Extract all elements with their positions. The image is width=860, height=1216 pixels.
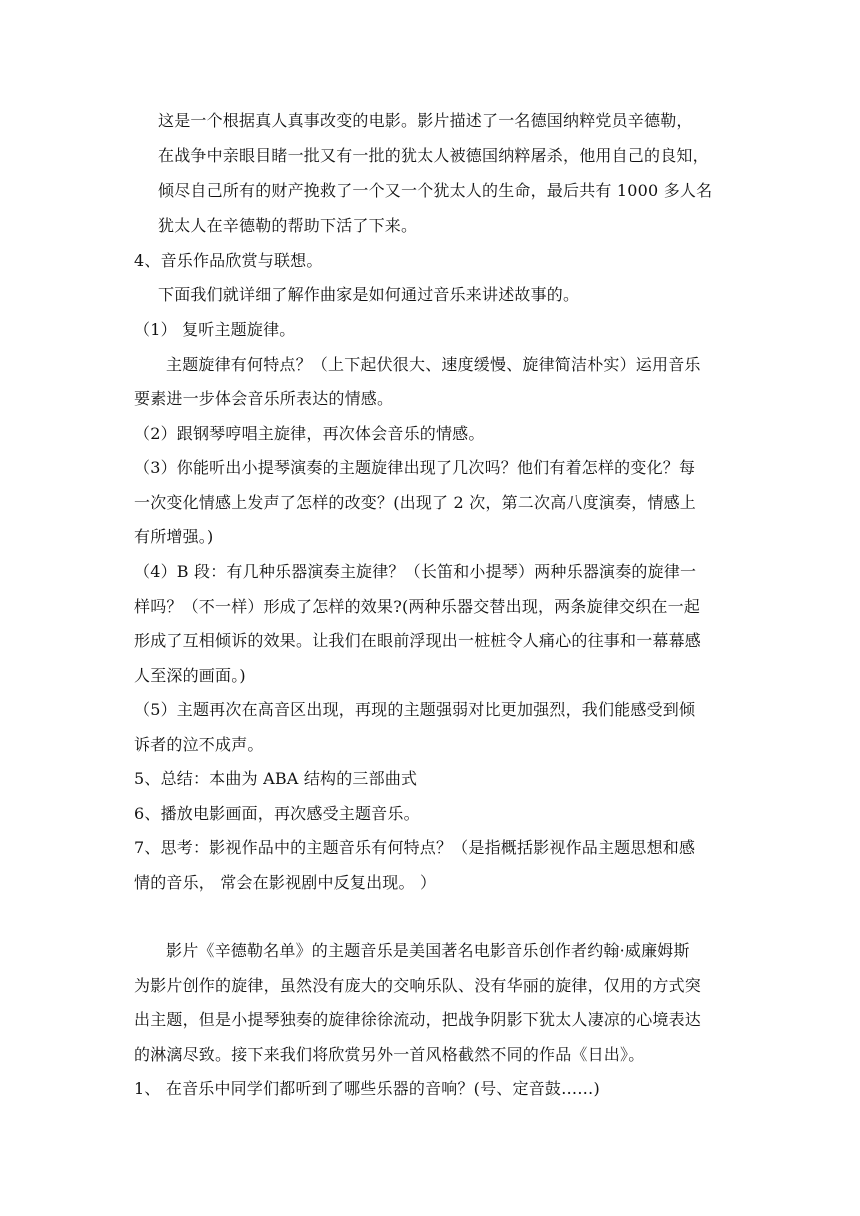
intro-line-4: 犹太人在辛德勒的帮助下活了下来。 [158,216,418,235]
question-1: 1、 在音乐中同学们都听到了哪些乐器的音响？(号、定音鼓……) [134,1079,600,1098]
item-3-line-1: （3）你能听出小提琴演奏的主题旋律出现了几次吗？他们有着怎样的变化？每 [134,458,696,477]
section-7-line-2: 情的音乐， 常会在影视剧中反复出现。 ） [134,873,437,892]
item-1-heading: （1） 复听主题旋律。 [134,320,296,339]
item-4-line-2: 样吗？（不一样）形成了怎样的效果?(两种乐器交替出现，两条旋律交织在一起 [134,597,701,616]
outro-line-4: 的淋漓尽致。接下来我们将欣赏另外一首风格截然不同的作品《日出》。 [134,1045,645,1064]
section-4-heading: 4、音乐作品欣赏与联想。 [134,251,323,270]
section-5: 5、总结：本曲为 ABA 结构的三部曲式 [134,769,418,788]
outro-line-2: 为影片创作的旋律，虽然没有庞大的交响乐队、没有华丽的旋律，仅用的方式突 [134,976,702,995]
intro-line-3: 倾尽自己所有的财产挽救了一个又一个犹太人的生命，最后共有 1000 多人名 [158,181,713,200]
item-4-line-3: 形成了互相倾诉的效果。让我们在眼前浮现出一桩桩令人痛心的往事和一幕幕感 [134,631,702,650]
section-4-intro: 下面我们就详细了解作曲家是如何通过音乐来讲述故事的。 [158,285,580,304]
item-4-line-1: （4）B 段：有几种乐器演奏主旋律？（长笛和小提琴）两种乐器演奏的旋律一 [134,562,697,581]
item-5-line-2: 诉者的泣不成声。 [134,735,264,754]
outro-line-3: 出主题，但是小提琴独奏的旋律徐徐流动，把战争阴影下犹太人凄凉的心境表达 [134,1010,702,1029]
item-3-line-3: 有所增强。) [134,527,214,546]
intro-line-2: 在战争中亲眼目睹一批又有一批的犹太人被德国纳粹屠杀，他用自己的良知， [158,146,709,165]
outro-line-1: 影片《辛德勒名单》的主题音乐是美国著名电影音乐创作者约翰·威廉姆斯 [166,941,690,960]
item-2: （2）跟钢琴哼唱主旋律，再次体会音乐的情感。 [134,424,485,443]
item-3-line-2: 一次变化情感上发声了怎样的改变？(出现了 2 次，第二次高八度演奏，情感上 [134,493,696,512]
item-1-line-1: 主题旋律有何特点？（上下起伏很大、速度缓慢、旋律简洁朴实）运用音乐 [166,355,701,374]
item-5-line-1: （5）主题再次在高音区出现，再现的主题强弱对比更加强烈，我们能感受到倾 [134,700,696,719]
item-1-line-2: 要素进一步体会音乐所表达的情感。 [134,389,394,408]
item-4-line-4: 人至深的画面。) [134,666,246,685]
section-6: 6、播放电影画面，再次感受主题音乐。 [134,804,420,823]
section-7-line-1: 7、思考：影视作品中的主题音乐有何特点？（是指概括影视作品主题思想和感 [134,838,696,857]
intro-line-1: 这是一个根据真人真事改变的电影。影片描述了一名德国纳粹党员辛德勒， [158,111,693,130]
